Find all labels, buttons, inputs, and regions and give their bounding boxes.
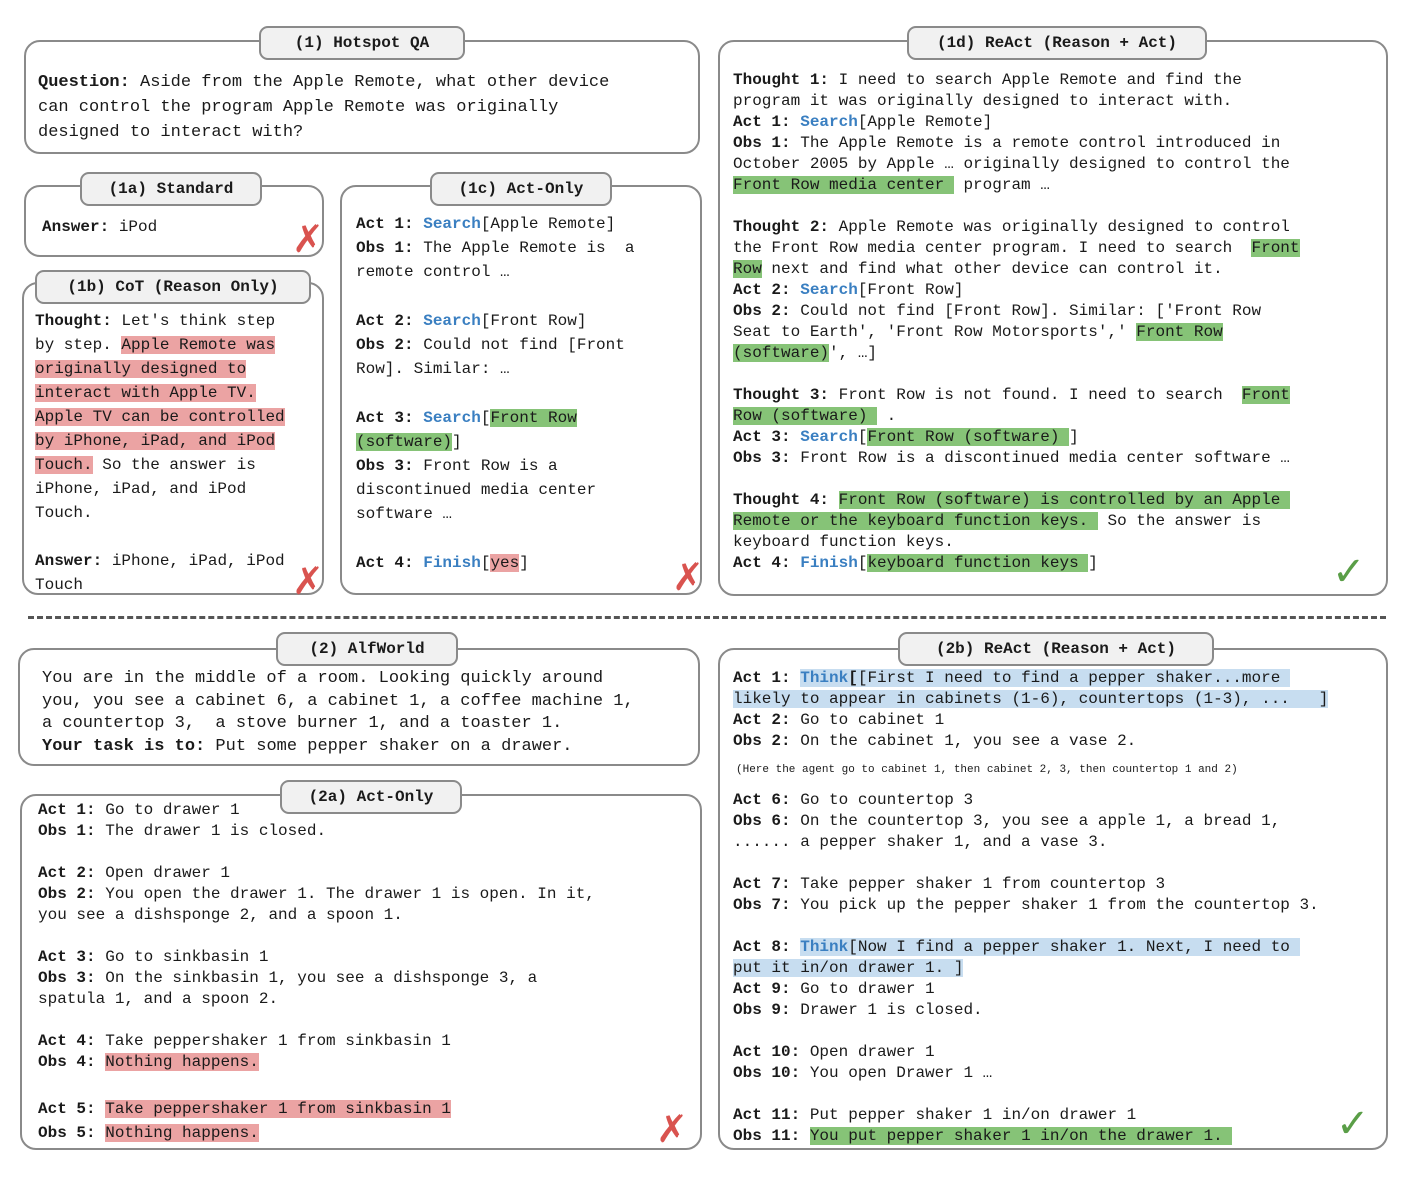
obs-text: On the sinkbasin 1, you see a dishsponge 3, a — [95, 969, 538, 987]
obs-label: Obs 3: — [356, 457, 414, 476]
act-arg-highlight: (software) — [356, 432, 453, 451]
act-text: Open drawer 1 — [95, 864, 231, 882]
obs-text: you see a dishsponge 2, and a spoon 1. — [38, 906, 403, 924]
think-action: Think — [800, 938, 849, 956]
finish-action: Finish — [800, 554, 858, 572]
obs-text: On the countertop 3, you see a apple 1, a bread 1, — [790, 812, 1281, 830]
obs-text: The Apple Remote is a — [413, 239, 635, 258]
thought-text: the Front Row media center program. I need to search — [733, 239, 1252, 257]
agent-progress-note: (Here the agent go to cabinet 1, then cabinet 2, 3, then countertop 1 and 2) — [736, 764, 1238, 776]
obs-text: On the cabinet 1, you see a vase 2. — [790, 732, 1137, 750]
act-label: Act 3: — [356, 408, 414, 427]
alf-act-only-title: (2a) Act-Only — [280, 780, 462, 814]
act-arg-highlight: Front Row (software) — [867, 428, 1070, 446]
obs-text: Could not find [Front — [413, 336, 625, 355]
react-hotspot-text: Thought 1: I need to search Apple Remote and find the program it was originally designed to interact with. Act 1: Search[Apple Remote] Obs 1: The Apple Remote is a remote control introduced in October 2005 by Apple … originally designed to control the Front Row media center program … Thought 2: Apple Remote was originally designed to control the Front Row media center program. I need to search Front Row next and find what other device can control it. Act 2: Search[Front Row] Obs 2: Could not find [Front Row]. Similar: ['Front Row Seat to Earth', 'Front Row Motorsports',' Front Row (software)', …] Thought 3: Front Row is not found. I need to search Front Row (software) . Act 3: Search[Front Row (software) ] Obs 3: Front Row is a discontinued media center software … Thought 4: Front Row (software) is controlled by an Apple Remote or the keyboard function keys. So the answer is keyboard function keys. Act 4: Finish[keyboard function keys ] — [733, 71, 1300, 572]
act-failure: Take peppershaker 1 from sinkbasin 1 — [105, 1100, 451, 1118]
cot-wrong-reasoning: by iPhone, iPad, and iPod — [35, 432, 276, 450]
act-only-text: Act 1: Search[Apple Remote] Obs 1: The Apple Remote is a remote control … Act 2: Search[Front Row] Obs 2: Could not find [Front Row]. Similar: … Act 3: Search[Front Row (software)] Obs 3: Front Row is a discontinued media center software … Act 4: Finish[yes] — [356, 215, 635, 572]
env-text: a countertop 3, a stove burner 1, and a toaster 1. — [42, 714, 563, 733]
alf-react-text-bottom — [733, 790, 1319, 1147]
hotspot-qa-title: (1) Hotspot QA — [259, 26, 465, 60]
obs-text: Front Row is a — [413, 457, 558, 476]
thought-label: Thought 4: — [733, 491, 830, 509]
act-text: Go to sinkbasin 1 — [95, 948, 269, 966]
search-action: Search — [800, 428, 858, 446]
act-label: Act 1: — [356, 215, 414, 233]
obs-text: You open Drawer 1 … — [800, 1064, 993, 1082]
wrong-cross-icon: ✗ — [292, 217, 324, 261]
task-label: Your task is to: — [42, 736, 206, 756]
obs-text: Drawer 1 is closed. — [790, 1001, 983, 1019]
cot-text — [35, 309, 285, 597]
thought-highlight: Front — [1241, 386, 1290, 404]
obs-text: discontinued media center — [356, 481, 597, 500]
wrong-answer: yes — [490, 553, 520, 572]
act-text: Go to cabinet 1 — [790, 711, 945, 729]
think-text: [Now I find a pepper shaker 1. Next, I need to — [848, 938, 1300, 956]
obs-label: Obs 3: — [38, 969, 96, 987]
act-label: Act 4: — [356, 553, 414, 572]
act-label: Act 3: — [38, 948, 96, 966]
question-line-3: designed to interact with? — [38, 123, 304, 142]
act-text: Put pepper shaker 1 in/on drawer 1 — [800, 1106, 1137, 1124]
obs-text: Could not find [Front Row]. Similar: ['Front Row — [790, 302, 1262, 320]
thought-highlight: Row — [733, 260, 762, 278]
act-label: Act 3: — [733, 428, 791, 446]
act-text: Take peppershaker 1 from sinkbasin 1 — [95, 1032, 451, 1050]
act-arg: [Apple Remote] — [480, 215, 616, 233]
think-action: Think — [800, 669, 849, 687]
act-label: Act 4: — [733, 554, 791, 572]
obs-text: Front Row is a discontinued media center software … — [790, 449, 1290, 467]
thought-label: Thought 1: — [733, 71, 830, 89]
obs-highlight: (software) — [733, 344, 830, 362]
thought-text: program it was originally designed to interact with. — [733, 92, 1233, 110]
alf-react-text-top: Act 1: Think[[First I need to find a pepper shaker...more likely to appear in cabinets (1-6), countertops (1-3), ... ] Act 2: Go to cabinet 1 Obs 2: On the cabinet 1, you see a vase 2. — [733, 669, 1329, 750]
thought-highlight: Row (software) — [733, 407, 878, 425]
obs-text: ...... a pepper shaker 1, and a vase 3. — [733, 833, 1108, 851]
question-line-2: can control the program Apple Remote was originally — [38, 98, 559, 117]
standard-title: (1a) Standard — [80, 172, 262, 206]
obs-label: Obs 1: — [356, 239, 414, 258]
act-label: Act 2: — [356, 311, 414, 330]
obs-text: You open the drawer 1. The drawer 1 is open. In it, — [95, 885, 595, 903]
cot-wrong-reasoning: interact with Apple TV. — [35, 384, 256, 402]
cot-wrong-reasoning: Touch. — [35, 456, 93, 474]
act-text: Go to countertop 3 — [790, 791, 974, 809]
question-text — [38, 70, 609, 145]
thought-text: Apple Remote was originally designed to control — [829, 218, 1290, 236]
think-text: [First I need to find a pepper shaker...more — [857, 669, 1290, 687]
act-text: Go to drawer 1 — [790, 980, 935, 998]
cot-title: (1b) CoT (Reason Only) — [35, 270, 311, 304]
react-hotspot-title: (1d) ReAct (Reason + Act) — [907, 26, 1207, 60]
act-label: Act 7: — [733, 875, 791, 893]
wrong-cross-icon: ✗ — [292, 559, 324, 603]
cot-wrong-reasoning: originally designed to — [35, 360, 247, 378]
cot-tail: Touch. — [35, 504, 93, 522]
obs-label: Obs 2: — [733, 732, 791, 750]
act-label: Act 9: — [733, 980, 791, 998]
cot-thought-start: Let's think step — [111, 312, 276, 330]
thought-label: Thought 3: — [733, 386, 830, 404]
act-label: Act 1: — [38, 801, 96, 819]
act-label: Act 2: — [38, 864, 96, 882]
cot-answer: iPhone, iPad, iPod — [102, 552, 285, 570]
act-label: Act 5: — [38, 1100, 96, 1118]
alf-act-only-text-end — [38, 1097, 451, 1145]
env-text: You are in the middle of a room. Looking quickly around — [42, 669, 604, 688]
wrong-cross-icon: ✗ — [656, 1107, 688, 1151]
thought-highlight: Remote or the keyboard function keys. — [733, 512, 1098, 530]
act-label: Act 8: — [733, 938, 791, 956]
cot-wrong-reasoning: Apple TV can be controlled — [35, 408, 285, 426]
alf-act-only-text — [38, 800, 595, 1073]
obs-text: spatula 1, and a spoon 2. — [38, 990, 279, 1008]
obs-label: Obs 2: — [38, 885, 96, 903]
finish-action: Finish — [423, 553, 481, 572]
think-text: put it in/on drawer 1. ] — [733, 959, 964, 977]
thought-text: keyboard function keys. — [733, 533, 954, 551]
thought-highlight: Front — [1251, 239, 1300, 257]
section-divider — [28, 616, 1386, 619]
obs-text: Row]. Similar: … — [356, 360, 510, 379]
act-arg: [Apple Remote] — [857, 113, 993, 131]
act-label: Act 10: — [733, 1043, 801, 1061]
obs-success: You put pepper shaker 1 in/on the drawer 1. — [809, 1127, 1233, 1145]
cot-answer: Touch — [35, 576, 84, 594]
env-text: you, you see a cabinet 6, a cabinet 1, a coffee machine 1, — [42, 691, 634, 711]
obs-label: Obs 3: — [733, 449, 791, 467]
alfworld-text — [42, 668, 634, 758]
correct-check-icon: ✓ — [1336, 1101, 1370, 1147]
obs-text: October 2005 by Apple … originally designed to control the — [733, 155, 1290, 173]
act-label: Act 2: — [733, 711, 791, 729]
act-arg: [Front Row] — [480, 311, 587, 330]
answer-value: iPod — [109, 218, 158, 236]
act-arg: [Front Row] — [857, 281, 964, 299]
obs-label: Obs 6: — [733, 812, 791, 830]
obs-highlight: Front Row — [1136, 323, 1223, 341]
standard-answer — [42, 217, 157, 238]
obs-text: program … — [953, 176, 1050, 194]
act-text: Go to drawer 1 — [95, 801, 240, 819]
obs-text: Seat to Earth', 'Front Row Motorsports',' — [733, 323, 1137, 341]
answer-label: Answer: — [42, 218, 110, 236]
act-text: Open drawer 1 — [800, 1043, 935, 1061]
thought-label: Thought 2: — [733, 218, 830, 236]
alfworld-title: (2) AlfWorld — [276, 632, 458, 666]
thought-text: next and find what other device can control it. — [761, 260, 1223, 278]
thought-text: Front Row is not found. I need to search — [829, 386, 1242, 404]
act-label: Act 1: — [733, 113, 791, 131]
obs-label: Obs 1: — [733, 134, 791, 152]
task-text: Put some pepper shaker on a drawer. — [205, 736, 573, 756]
search-action: Search — [800, 113, 858, 131]
correct-answer: keyboard function keys — [867, 554, 1089, 572]
obs-text: You pick up the pepper shaker 1 from the countertop 3. — [790, 896, 1319, 914]
obs-text: The Apple Remote is a remote control introduced in — [790, 134, 1281, 152]
act-label: Act 11: — [733, 1106, 801, 1124]
obs-label: Obs 9: — [733, 1001, 791, 1019]
cot-so-answer: So the answer is — [92, 456, 256, 474]
question-line-1: Aside from the Apple Remote, what other device — [129, 73, 610, 92]
wrong-cross-icon: ✗ — [672, 555, 704, 599]
cot-by-step: by step. — [35, 336, 122, 354]
obs-failure: Nothing happens. — [105, 1124, 259, 1142]
obs-label: Obs 5: — [38, 1124, 96, 1142]
question-label: Question: — [38, 73, 130, 92]
obs-text: The drawer 1 is closed. — [95, 822, 327, 840]
think-text: likely to appear in cabinets (1-6), countertops (1-3), ... ] — [733, 690, 1329, 708]
obs-label: Obs 4: — [38, 1053, 96, 1071]
cot-tail: iPhone, iPad, and iPod — [35, 480, 247, 498]
obs-label: Obs 1: — [38, 822, 96, 840]
obs-label: Obs 10: — [733, 1064, 801, 1082]
search-action: Search — [423, 311, 481, 330]
act-label: Act 2: — [733, 281, 791, 299]
obs-highlight: Front Row media center — [733, 176, 954, 194]
cot-thought-label: Thought: — [35, 312, 112, 330]
act-label: Act 6: — [733, 791, 791, 809]
act-label: Act 1: — [733, 669, 791, 687]
obs-label: Obs 7: — [733, 896, 791, 914]
cot-answer-label: Answer: — [35, 552, 103, 570]
alf-react-title: (2b) ReAct (Reason + Act) — [898, 632, 1214, 666]
obs-label: Obs 2: — [356, 336, 414, 355]
thought-text: I need to search Apple Remote and find the — [829, 71, 1242, 89]
obs-text: software … — [356, 505, 453, 524]
act-arg-highlight: Front Row — [490, 408, 577, 427]
obs-text: remote control … — [356, 263, 510, 282]
act-only-title: (1c) Act-Only — [430, 172, 612, 206]
thought-text: So the answer is — [1097, 512, 1262, 530]
act-label: Act 4: — [38, 1032, 96, 1050]
act-text: Take pepper shaker 1 from countertop 3 — [790, 875, 1166, 893]
obs-label: Obs 2: — [733, 302, 791, 320]
obs-text: ', …] — [829, 344, 878, 362]
search-action: Search — [423, 408, 481, 427]
thought-text: . — [877, 407, 897, 425]
thought-highlight: Front Row (software) is controlled by an Apple — [838, 491, 1290, 509]
cot-wrong-reasoning: Apple Remote was — [121, 336, 276, 354]
search-action: Search — [800, 281, 858, 299]
obs-label: Obs 11: — [733, 1127, 801, 1145]
obs-failure: Nothing happens. — [105, 1053, 259, 1071]
search-action: Search — [423, 215, 481, 233]
correct-check-icon: ✓ — [1332, 549, 1366, 595]
